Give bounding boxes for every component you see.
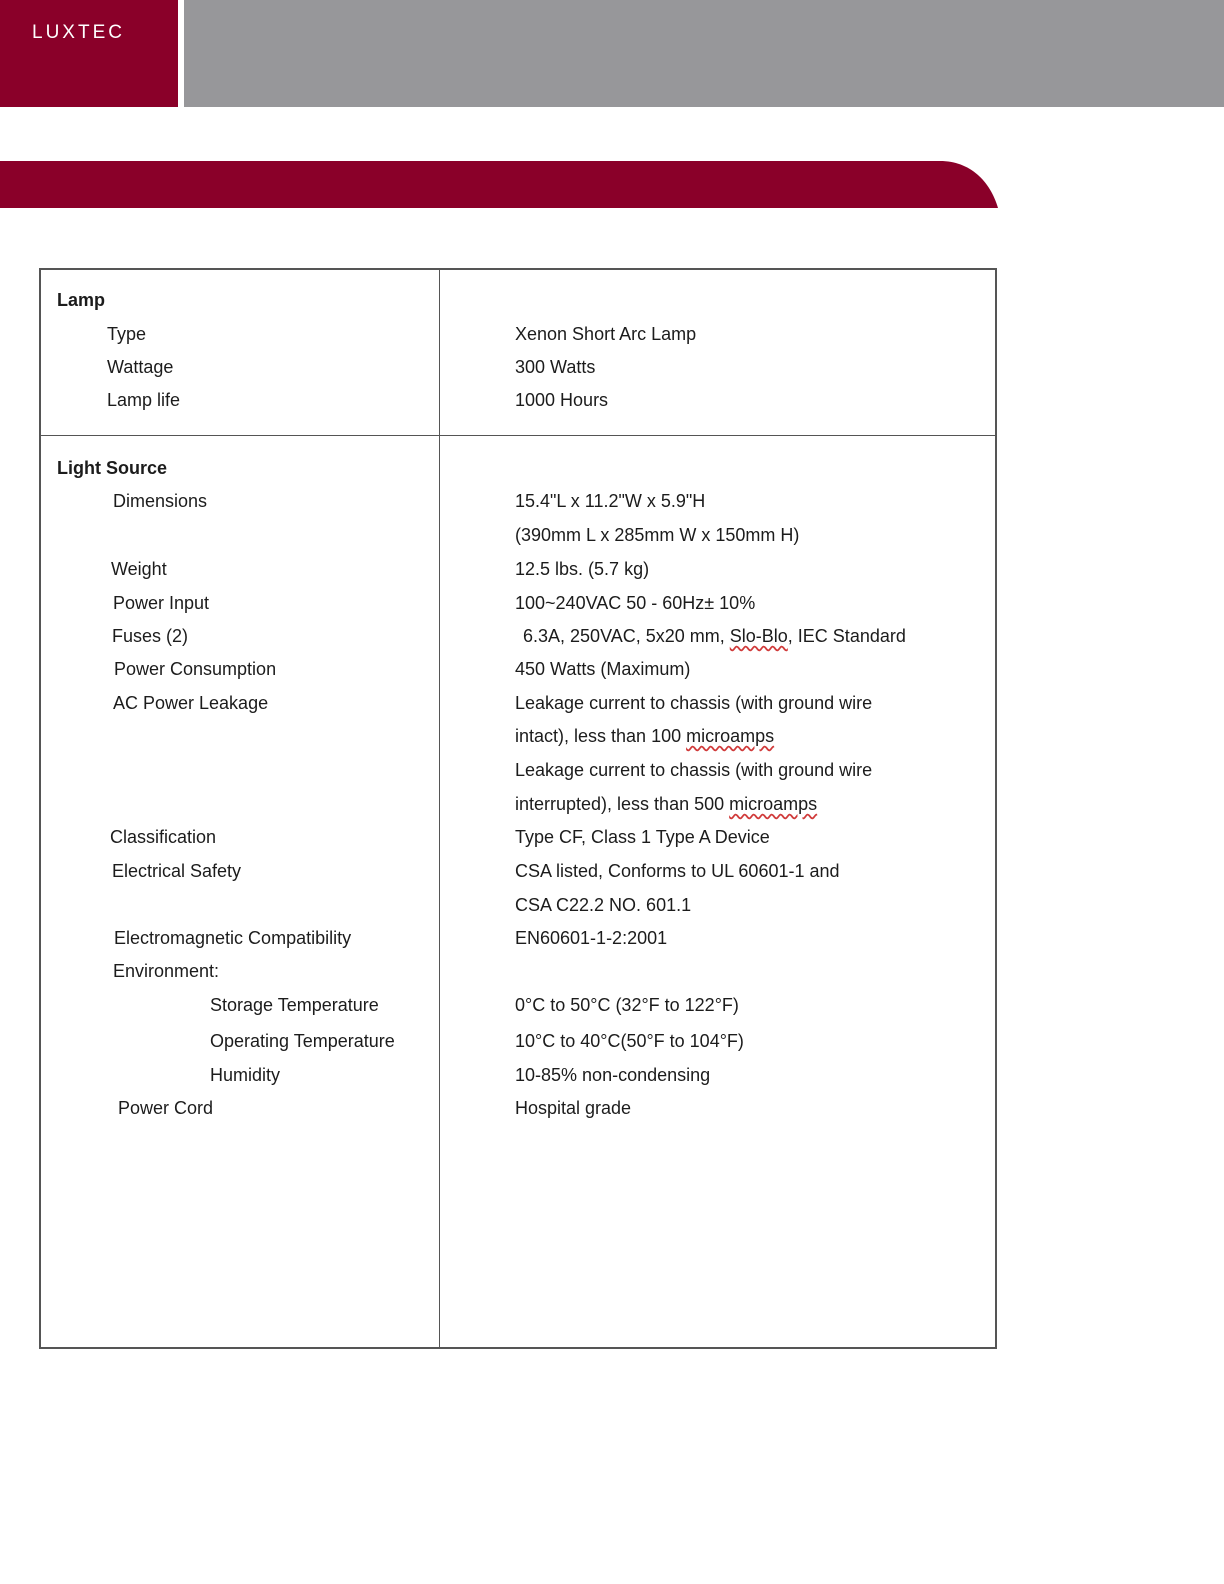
classification-label: Classification bbox=[110, 827, 217, 847]
emc-label: Electromagnetic Compatibility bbox=[114, 928, 352, 948]
weight-value: 12.5 lbs. (5.7 kg) bbox=[515, 559, 650, 579]
dimensions-value: 15.4"L x 11.2"W x 5.9"H bbox=[515, 491, 706, 511]
operating-temp-label: Operating Temperature bbox=[210, 1031, 395, 1051]
humidity-label: Humidity bbox=[210, 1065, 281, 1085]
ac-leakage-label: AC Power Leakage bbox=[113, 693, 269, 713]
lamp-type-value: Xenon Short Arc Lamp bbox=[515, 324, 697, 344]
power-consumption-value: 450 Watts (Maximum) bbox=[515, 659, 691, 679]
specifications-table bbox=[39, 268, 997, 1349]
ac-leakage-line-1: Leakage current to chassis (with ground wire bbox=[515, 693, 873, 713]
lamp-type-label: Type bbox=[107, 324, 147, 344]
fuses-value bbox=[523, 625, 906, 647]
light-source-heading: Light Source bbox=[57, 458, 168, 478]
classification-value: Type CF, Class 1 Type A Device bbox=[515, 827, 770, 847]
ac-leakage-line-2-text: intact), less than 100 bbox=[515, 726, 687, 746]
fuses-value-standard: , IEC Standard bbox=[787, 626, 906, 646]
weight-label: Weight bbox=[111, 559, 167, 579]
storage-temp-value: 0°C to 50°C (32°F to 122°F) bbox=[515, 995, 739, 1015]
electrical-safety-value-2: CSA C22.2 NO. 601.1 bbox=[515, 895, 692, 915]
electrical-safety-value: CSA listed, Conforms to UL 60601-1 and bbox=[515, 861, 840, 881]
ac-leakage-unit-1: microamps bbox=[686, 726, 775, 746]
section-banner bbox=[0, 161, 998, 208]
brand-logo: LUXTEC bbox=[32, 22, 125, 43]
power-input-value: 100~240VAC 50 - 60Hz± 10% bbox=[515, 593, 756, 613]
humidity-value: 10-85% non-condensing bbox=[515, 1065, 711, 1085]
dimensions-metric-value: (390mm L x 285mm W x 150mm H) bbox=[515, 525, 800, 545]
header-bar bbox=[184, 0, 1224, 107]
environment-label: Environment: bbox=[113, 961, 220, 981]
lamp-life-label: Lamp life bbox=[107, 390, 181, 410]
ac-leakage-line-4-text: interrupted), less than 500 bbox=[515, 794, 730, 814]
power-input-label: Power Input bbox=[113, 593, 210, 613]
electrical-safety-label: Electrical Safety bbox=[112, 861, 242, 881]
power-consumption-label: Power Consumption bbox=[114, 659, 277, 679]
dimensions-label: Dimensions bbox=[113, 491, 208, 511]
ac-leakage-line-3: Leakage current to chassis (with ground wire bbox=[515, 760, 873, 780]
section-divider bbox=[41, 435, 995, 436]
ac-leakage-line-2 bbox=[515, 725, 774, 747]
lamp-heading: Lamp bbox=[57, 290, 106, 310]
ac-leakage-unit-2: microamps bbox=[729, 794, 818, 814]
emc-value: EN60601-1-2:2001 bbox=[515, 928, 668, 948]
fuses-label: Fuses (2) bbox=[112, 626, 189, 646]
lamp-wattage-value: 300 Watts bbox=[515, 357, 596, 377]
brand-logo-block bbox=[0, 0, 178, 107]
ac-leakage-line-4 bbox=[515, 793, 817, 815]
fuses-value-text: 6.3A, 250VAC, 5x20 mm, bbox=[523, 626, 730, 646]
fuses-flagged-word: Slo-Blo bbox=[729, 626, 788, 646]
lamp-life-value: 1000 Hours bbox=[515, 390, 609, 410]
lamp-wattage-label: Wattage bbox=[107, 357, 174, 377]
operating-temp-value: 10°C to 40°C(50°F to 104°F) bbox=[515, 1031, 744, 1051]
power-cord-label: Power Cord bbox=[118, 1098, 214, 1118]
storage-temp-label: Storage Temperature bbox=[210, 995, 379, 1015]
power-cord-value: Hospital grade bbox=[515, 1098, 632, 1118]
column-divider bbox=[439, 270, 440, 1347]
